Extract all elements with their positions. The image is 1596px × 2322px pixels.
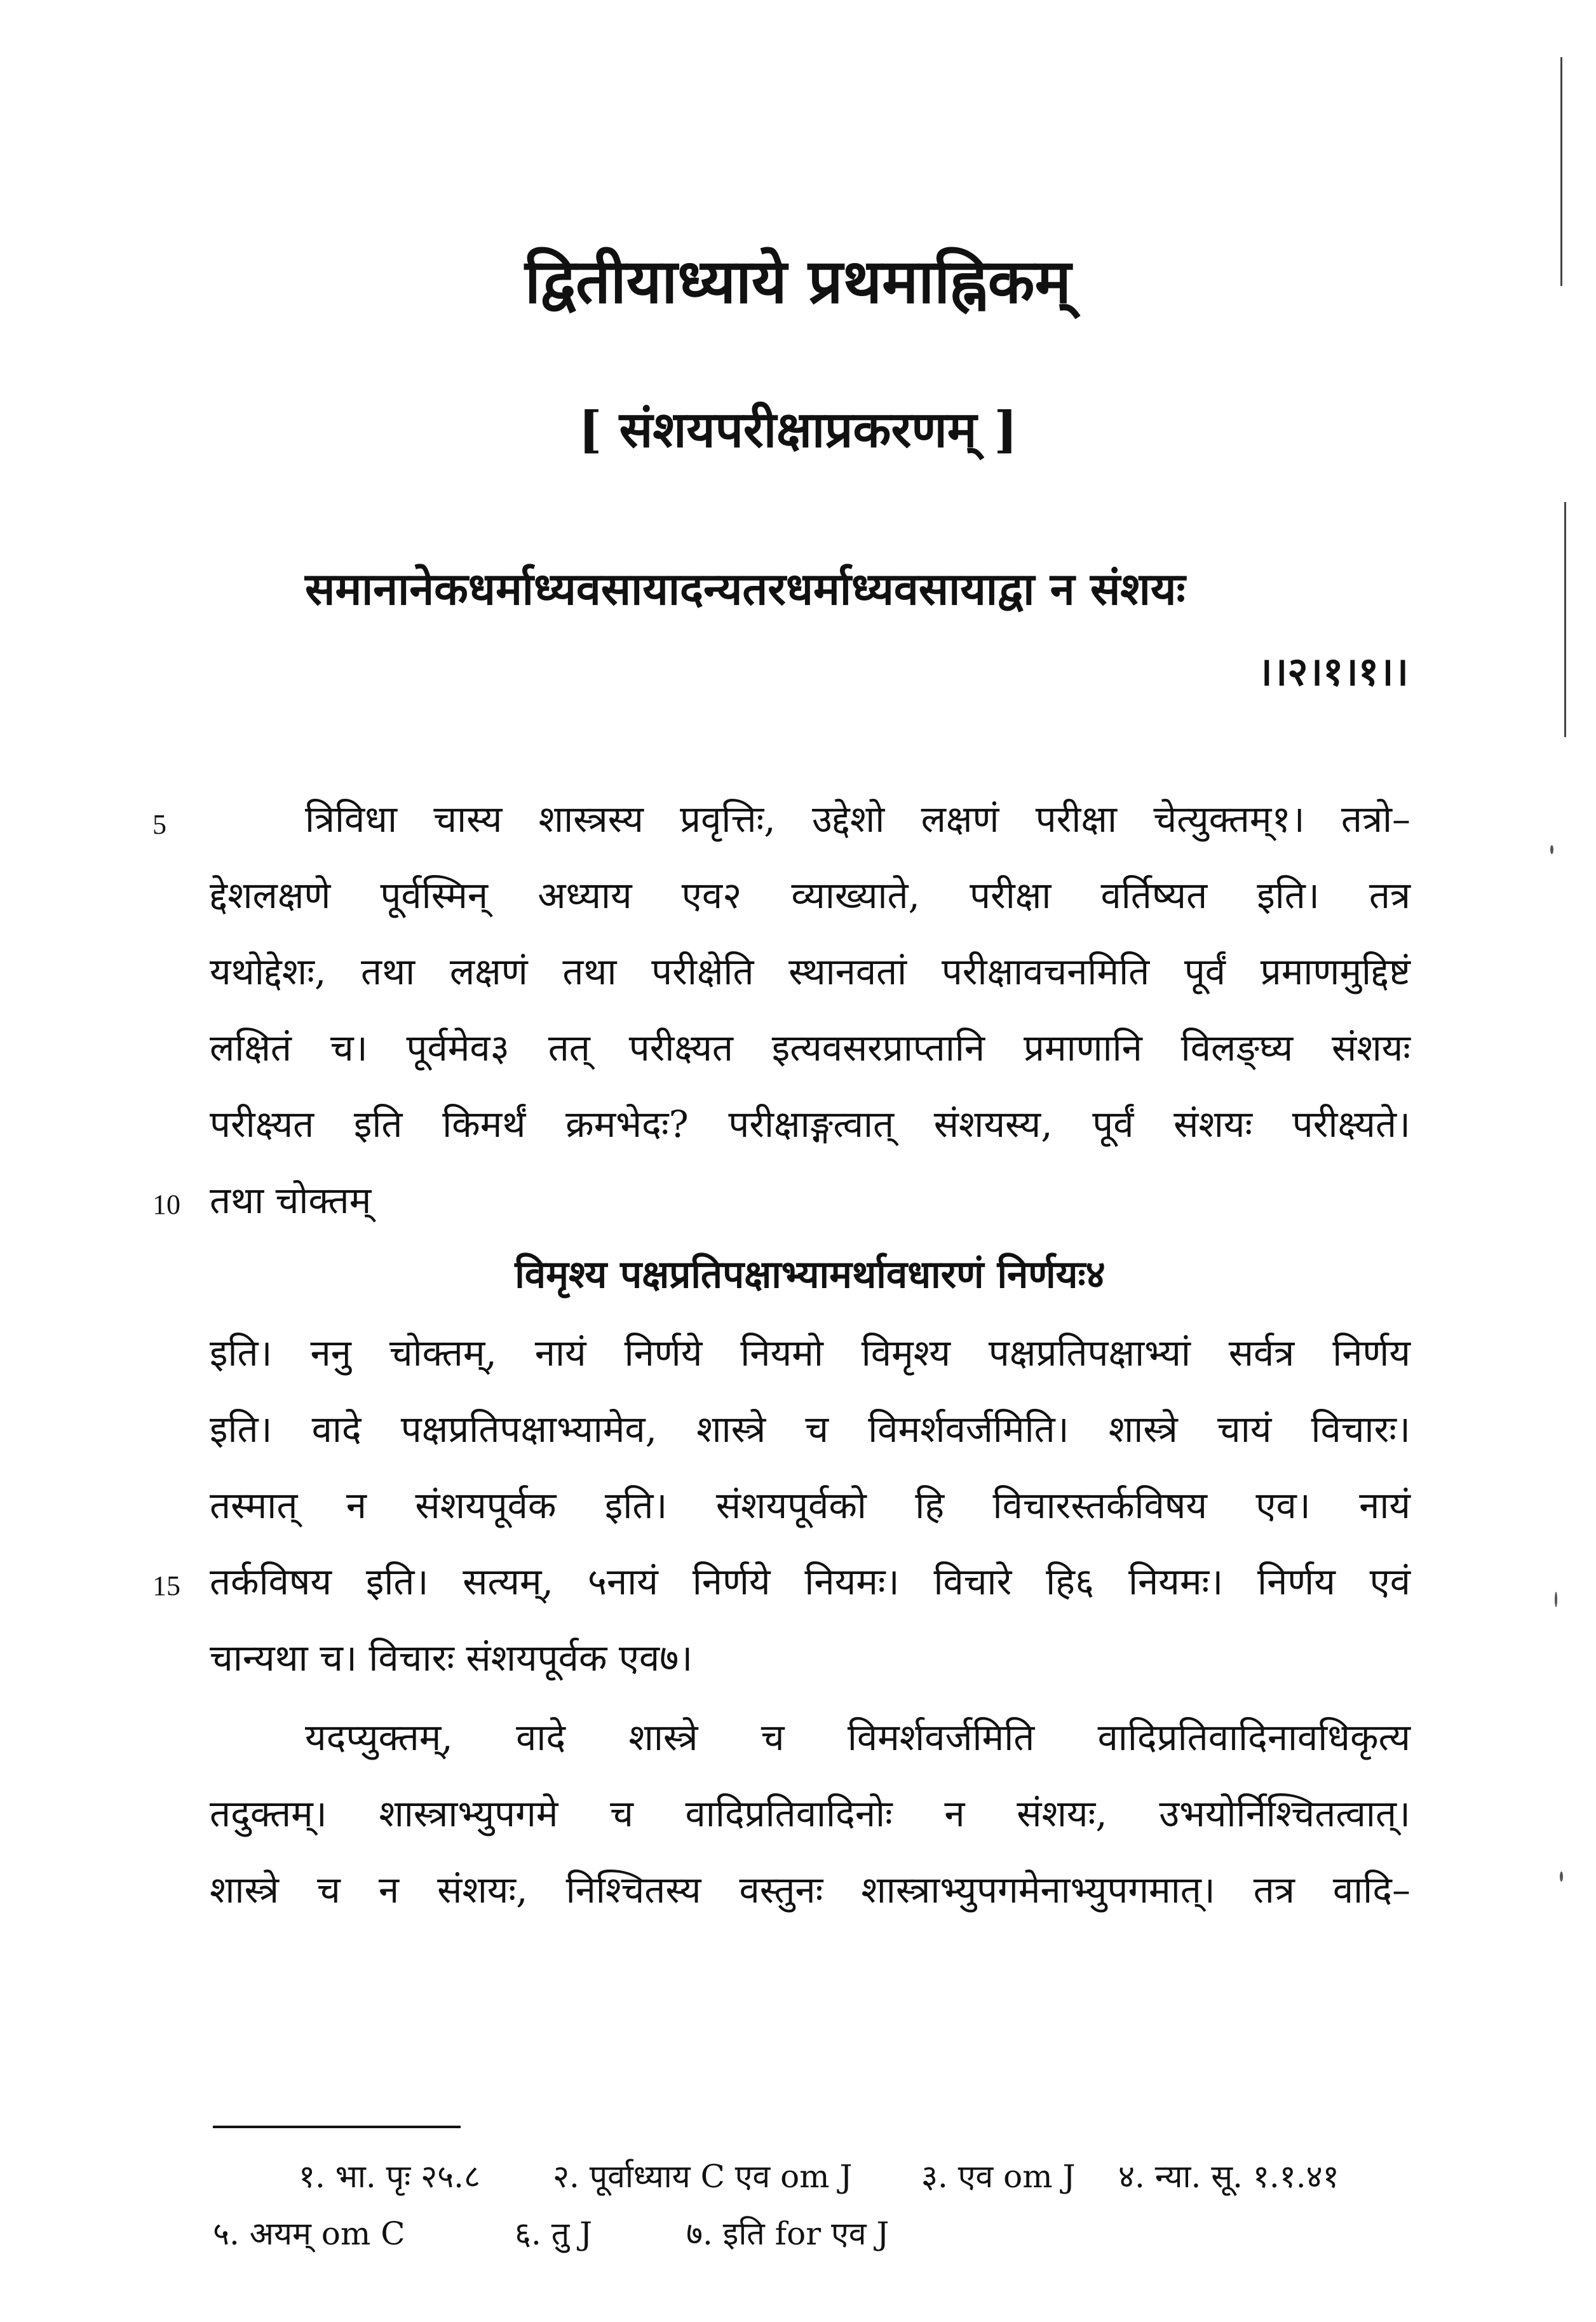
footnote: ५. अयम् om C <box>213 2215 405 2252</box>
sutra-number: ।।२।१।१।। <box>1257 648 1409 695</box>
text-line: यथोद्देशः, तथा लक्षणं तथा परीक्षेति स्थानवतां परीक्षावचनमिति पूर्वं प्रमाणमुद्दिष्टं <box>210 950 1410 993</box>
text-line: परीक्ष्यत इति किमर्थं क्रमभेदः? परीक्षाङ्गत्वात् संशयस्य, पूर्वं संशयः परीक्ष्यते। <box>210 1103 1410 1146</box>
footnote-rule <box>213 2126 461 2128</box>
text-line: चान्यथा च। विचारः संशयपूर्वक एव७। <box>210 1636 693 1680</box>
line-number-5: 5 <box>152 809 166 840</box>
line-number-10: 10 <box>152 1189 180 1220</box>
scan-edge-line <box>1560 57 1562 286</box>
text-line: तस्मात् न संशयपूर्वक इति। संशयपूर्वको हि विचारस्तर्कविषय एव। नायं <box>210 1484 1410 1527</box>
text-line: तथा चोक्तम् <box>210 1179 372 1222</box>
section-title: [ संशयपरीक्षाप्रकरणम् ] <box>578 401 1018 459</box>
text-line: शास्त्रे च न संशयः, निश्चितस्य वस्तुनः शास्त्राभ्युपगमेनाभ्युपगमात्। तत्र वादि– <box>210 1868 1410 1911</box>
text-line: इति। ननु चोक्तम्, नायं निर्णये नियमो विमृश्य पक्षप्रतिपक्षाभ्यां सर्वत्र निर्णय <box>210 1331 1410 1375</box>
line-number-15: 15 <box>152 1570 180 1601</box>
quoted-sutra: विमृश्य पक्षप्रतिपक्षाभ्यामर्थावधारणं निर्णयः४ <box>515 1253 1106 1297</box>
text-line: द्देशलक्षणे पूर्वस्मिन् अध्याय एव२ व्याख्याते, परीक्षा वर्तिष्यत इति। तत्र <box>210 874 1410 917</box>
text-line: त्रिविधा चास्य शास्त्रस्य प्रवृत्तिः, उद्देशो लक्षणं परीक्षा चेत्युक्तम्१। तत्रो– <box>305 798 1410 841</box>
footnote: ६. तु J <box>515 2215 593 2252</box>
footnote: ७. इति for एव J <box>686 2215 889 2252</box>
chapter-title: द्वितीयाध्याये प्रथमाह्निकम् <box>525 245 1071 317</box>
footnote: २. पूर्वाध्याय C एव om J <box>553 2158 853 2195</box>
text-line: तदुक्तम्। शास्त्राभ्युपगमे च वादिप्रतिवादिनोः न संशयः, उभयोर्निश्चितत्वात्। <box>210 1792 1410 1835</box>
text-line: तर्कविषय इति। सत्यम्, ५नायं निर्णये नियमः। विचारे हि६ नियमः। निर्णय एवं <box>210 1560 1410 1603</box>
scan-speck <box>1550 845 1553 854</box>
scan-speck <box>1560 1871 1563 1882</box>
sutra-text: समानानेकधर्माध्यवसायादन्यतरधर्माध्यवसायाद्वा न संशयः <box>305 562 1186 615</box>
scan-speck <box>1555 1592 1557 1607</box>
text-line: यदप्युक्तम्, वादे शास्त्रे च विमर्शवर्जमिति वादिप्रतिवादिनावधिकृत्य <box>305 1716 1410 1759</box>
scan-edge-line <box>1564 502 1566 737</box>
footnote: ३. एव om J <box>921 2158 1076 2195</box>
text-line: लक्षितं च। पूर्वमेव३ तत् परीक्ष्यत इत्यवसरप्राप्तानि प्रमाणानि विलङ्घ्य संशयः <box>210 1026 1410 1069</box>
footnote: १. भा. पृः २५.८ <box>299 2158 480 2195</box>
text-line: इति। वादे पक्षप्रतिपक्षाभ्यामेव, शास्त्रे च विमर्शवर्जमिति। शास्त्रे चायं विचारः। <box>210 1408 1410 1451</box>
footnote: ४. न्या. सू. १.१.४१ <box>1118 2158 1339 2195</box>
